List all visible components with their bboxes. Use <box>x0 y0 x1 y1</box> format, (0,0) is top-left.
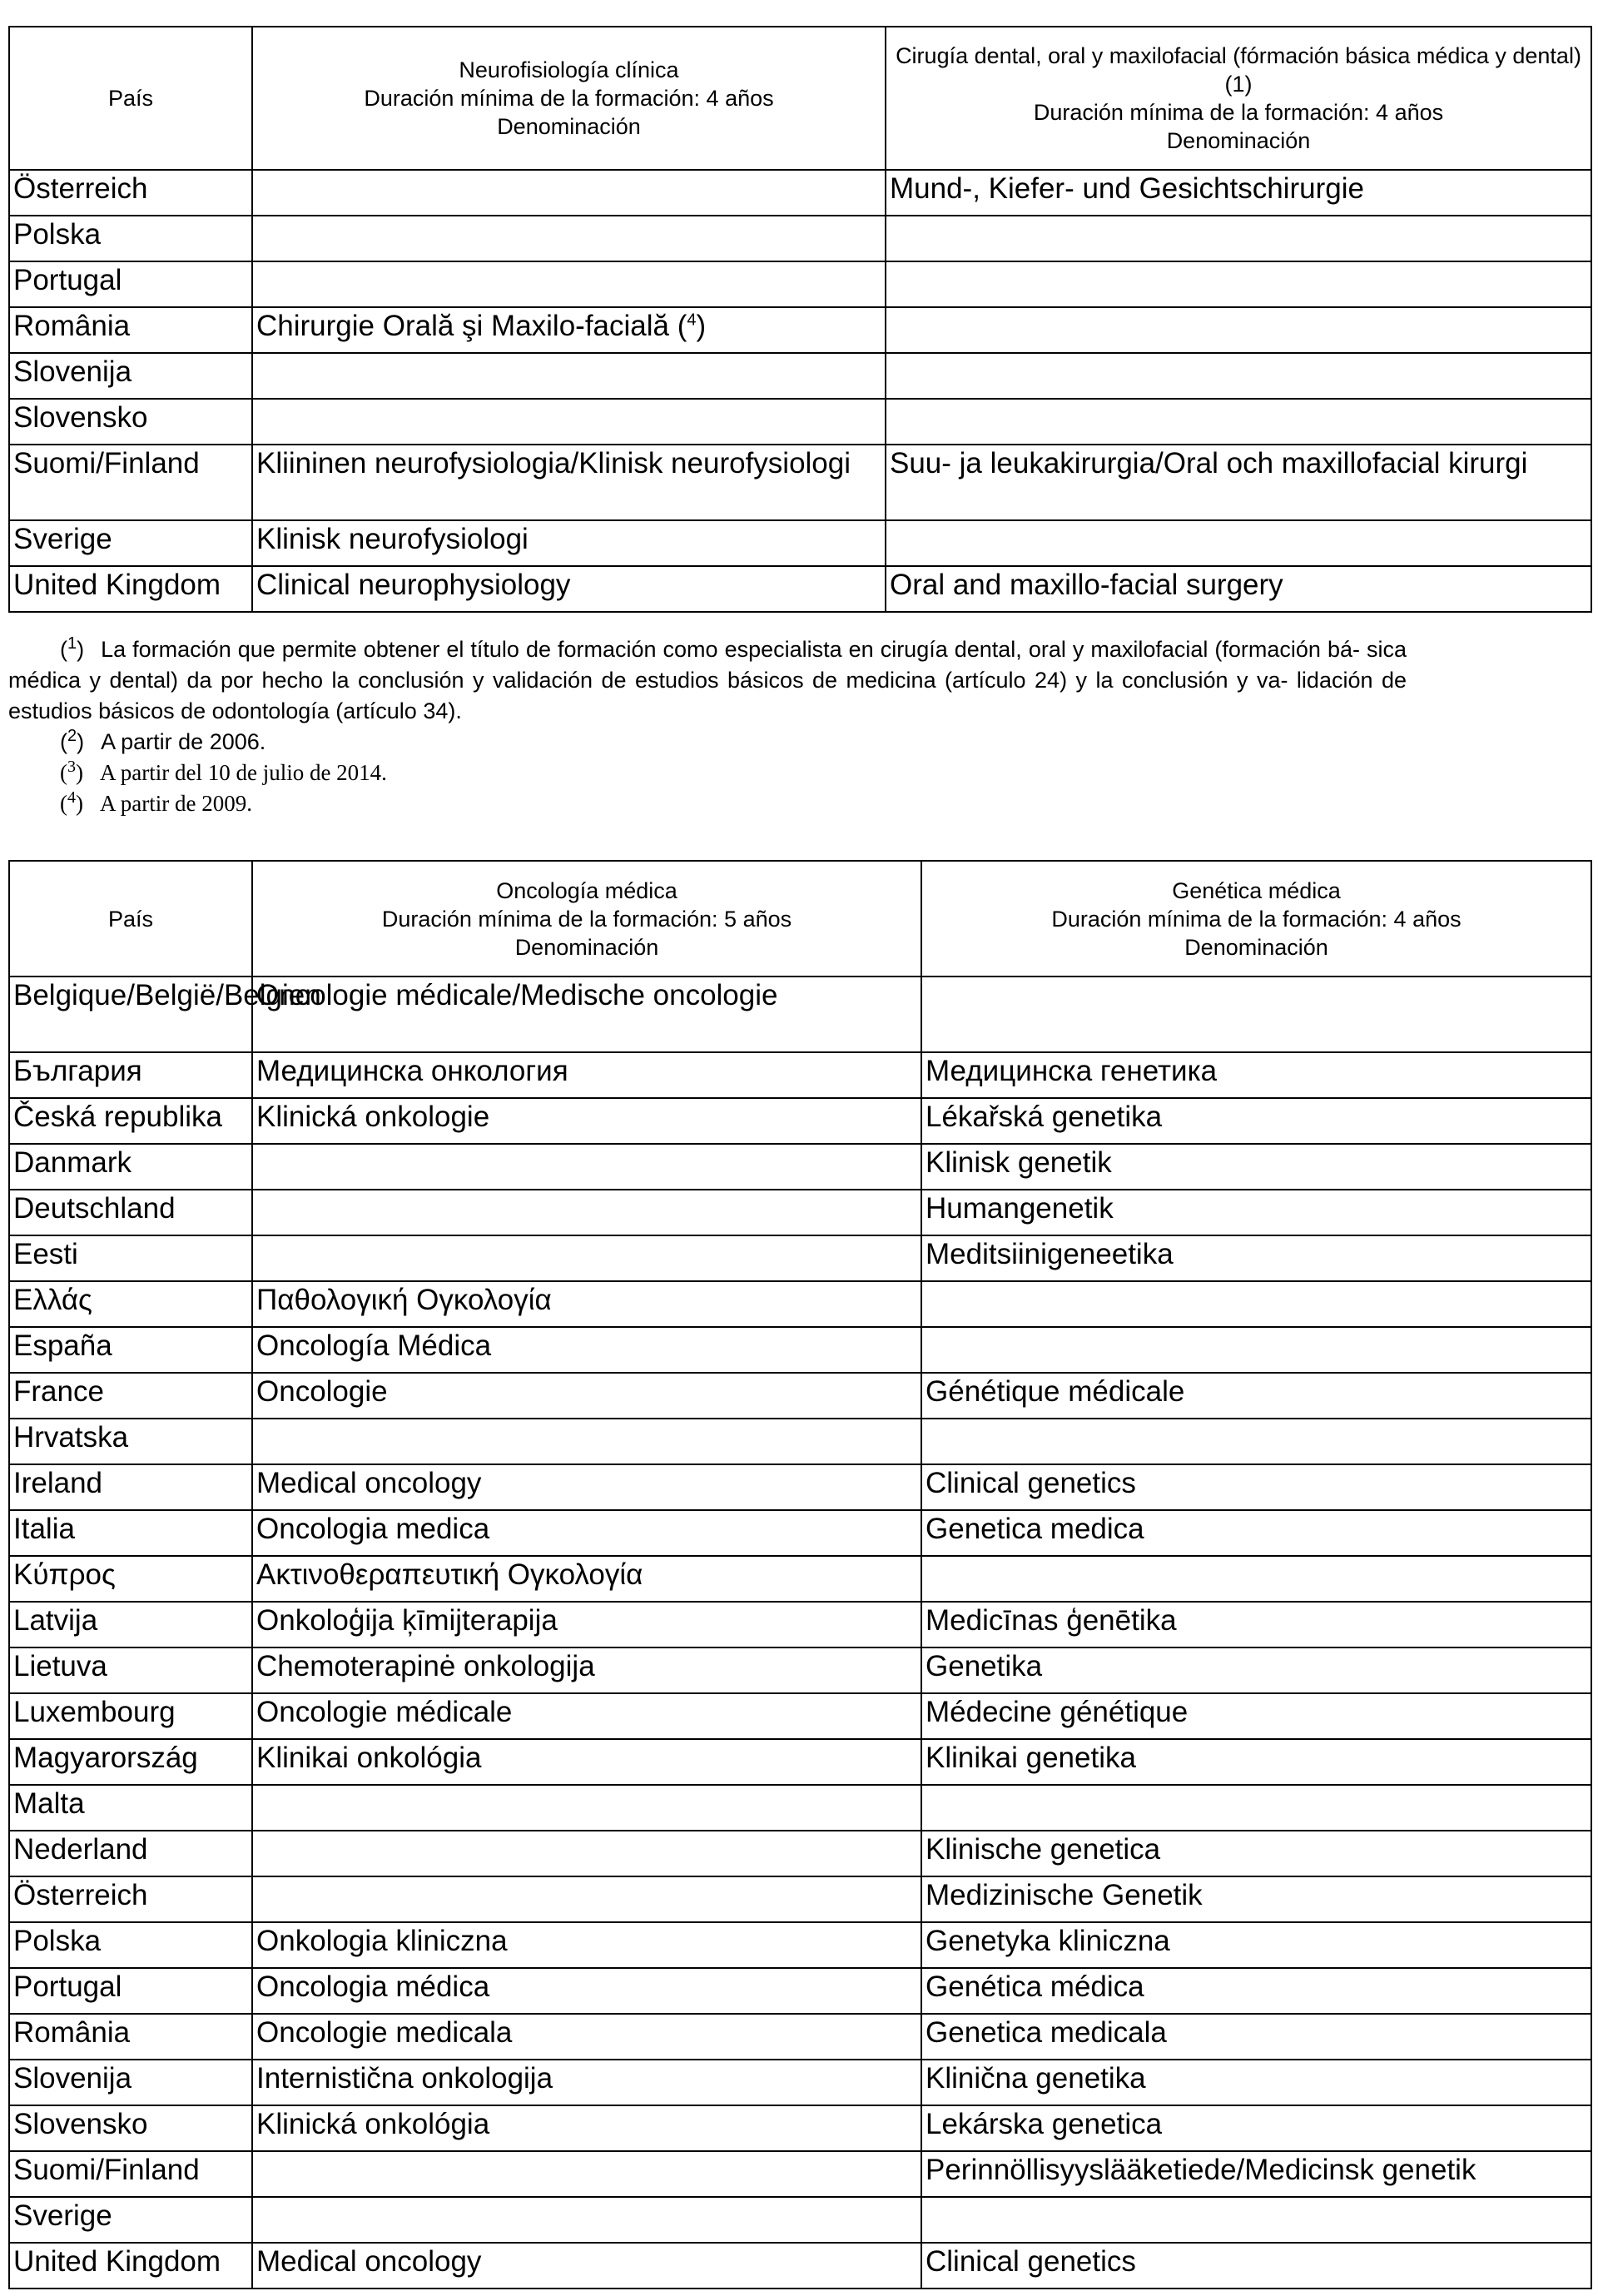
cell-specialty-b: Oral and maxillo-facial surgery <box>886 566 1591 612</box>
table-header <box>9 861 1591 977</box>
cell-specialty-b: Humangenetik <box>921 1190 1591 1235</box>
cell-country: Eesti <box>9 1235 252 1281</box>
cell-country: Österreich <box>9 1876 252 1922</box>
cell-country: Deutschland <box>9 1190 252 1235</box>
cell-specialty-b: Mund-, Kiefer- und Gesichtschirurgie <box>886 170 1591 216</box>
table-row <box>9 2014 1591 2060</box>
cell-specialty-a <box>252 1419 921 1464</box>
cell-specialty-a: Oncologia medica <box>252 1510 921 1556</box>
specialties-table-neurophysiology-oral-surgery <box>8 26 1592 613</box>
footnote-text: A partir de 2009. <box>100 791 252 816</box>
table-row <box>9 1419 1591 1464</box>
cell-country: Κύπρος <box>9 1556 252 1602</box>
cell-specialty-a <box>252 399 886 445</box>
cell-specialty-a: Clinical neurophysiology <box>252 566 886 612</box>
table-row <box>9 1327 1591 1373</box>
cell-specialty-a: Chemoterapinė onkologija <box>252 1647 921 1693</box>
cell-country: Italia <box>9 1510 252 1556</box>
table-body <box>9 977 1591 2289</box>
cell-specialty-a: Medical oncology <box>252 1464 921 1510</box>
cell-country: United Kingdom <box>9 566 252 612</box>
cell-country: România <box>9 307 252 353</box>
footnote-text: A partir del 10 de julio de 2014. <box>100 760 387 785</box>
cell-country: Ireland <box>9 1464 252 1510</box>
header-clinical-neurophysiology: Neurofisiología clínica Duración mínima de la formación: 4 años Denominación <box>252 27 886 170</box>
cell-specialty-a <box>252 1876 921 1922</box>
header-country: País <box>9 27 252 170</box>
cell-specialty-b <box>921 977 1591 1052</box>
cell-country: Ελλάς <box>9 1281 252 1327</box>
cell-specialty-a <box>252 1831 921 1876</box>
footnote-marker: ($^2$) <box>60 727 85 754</box>
cell-specialty-b: Clinical genetics <box>921 1464 1591 1510</box>
cell-country: Danmark <box>9 1144 252 1190</box>
cell-specialty-a <box>252 1190 921 1235</box>
table-row <box>9 2060 1591 2105</box>
table-row <box>9 1190 1591 1235</box>
cell-specialty-b: Medicīnas ģenētika <box>921 1602 1591 1647</box>
cell-specialty-a <box>252 1235 921 1281</box>
table-row <box>9 1510 1591 1556</box>
cell-specialty-a: Oncologie médicale/Medische oncologie <box>252 977 921 1052</box>
cell-specialty-b: Lekárska genetica <box>921 2105 1591 2151</box>
cell-specialty-a: Internistična onkologija <box>252 2060 921 2105</box>
cell-specialty-a <box>252 216 886 261</box>
cell-country: Polska <box>9 216 252 261</box>
cell-specialty-a: Oncologia médica <box>252 1968 921 2014</box>
cell-specialty-b: Genetyka kliniczna <box>921 1922 1591 1968</box>
cell-specialty-b: Genetica medicala <box>921 2014 1591 2060</box>
footnote-text: La formación que permite obtener el título de formación como especialista en cirugía dental, oral y maxilofacial (formación bá- sica médica y dental) da por hecho la conclusión y validación de estudios básicos de medicina (artículo 24) y la conclusión y va- lidación de estudios básicos de odontología (artículo 34). <box>8 637 1407 723</box>
cell-specialty-b: Klinisk genetik <box>921 1144 1591 1190</box>
table-row <box>9 520 1591 566</box>
cell-specialty-b <box>886 216 1591 261</box>
footnote-marker: ($^3$) <box>60 758 83 785</box>
cell-specialty-b <box>886 520 1591 566</box>
table-row <box>9 261 1591 307</box>
table-row <box>9 445 1591 520</box>
cell-specialty-b: Lékařská genetika <box>921 1098 1591 1144</box>
cell-specialty-a <box>252 1144 921 1190</box>
cell-specialty-a: Klinická onkológia <box>252 2105 921 2151</box>
table-row <box>9 307 1591 353</box>
table-row <box>9 1831 1591 1876</box>
cell-specialty-b: Медицинска генетика <box>921 1052 1591 1098</box>
cell-specialty-b: Genética médica <box>921 1968 1591 2014</box>
table-row <box>9 2197 1591 2243</box>
table-row <box>9 2243 1591 2289</box>
cell-specialty-a: Медицинска онкология <box>252 1052 921 1098</box>
table-row <box>9 1602 1591 1647</box>
cell-specialty-b <box>921 1281 1591 1327</box>
cell-specialty-b <box>886 399 1591 445</box>
table-row <box>9 1922 1591 1968</box>
cell-country: Luxembourg <box>9 1693 252 1739</box>
cell-specialty-b: Genetika <box>921 1647 1591 1693</box>
cell-specialty-a: Kliininen neurofysiologia/Klinisk neurofysiologi <box>252 445 886 520</box>
cell-specialty-a: Onkologia kliniczna <box>252 1922 921 1968</box>
cell-specialty-a <box>252 261 886 307</box>
cell-country: España <box>9 1327 252 1373</box>
table-row <box>9 1693 1591 1739</box>
cell-country: Sverige <box>9 2197 252 2243</box>
cell-country: France <box>9 1373 252 1419</box>
table-row <box>9 2151 1591 2197</box>
specialties-table-oncology-genetics <box>8 860 1592 2289</box>
cell-country: Magyarország <box>9 1739 252 1785</box>
cell-country: Suomi/Finland <box>9 445 252 520</box>
cell-specialty-b: Suu- ja leukakirurgia/Oral och maxillofacial kirurgi <box>886 445 1591 520</box>
table-row <box>9 566 1591 612</box>
table-row <box>9 1968 1591 2014</box>
cell-specialty-a: Ακτινοθεραπευτική Ογκολογία <box>252 1556 921 1602</box>
footnote-2 <box>8 727 1407 758</box>
table-row <box>9 399 1591 445</box>
cell-country: Portugal <box>9 1968 252 2014</box>
cell-specialty-a: Medical oncology <box>252 2243 921 2289</box>
footnote-1 <box>8 634 1407 727</box>
cell-specialty-a: Παθολογική Ογκολογία <box>252 1281 921 1327</box>
cell-specialty-a: Chirurgie Orală şi Maxilo-facială ($^4$) <box>252 307 886 353</box>
cell-specialty-a <box>252 353 886 399</box>
cell-specialty-a <box>252 2151 921 2197</box>
footnote-4 <box>8 788 1407 819</box>
table-row <box>9 1281 1591 1327</box>
table-row <box>9 2105 1591 2151</box>
cell-specialty-a: Oncologie <box>252 1373 921 1419</box>
cell-specialty-b <box>921 1327 1591 1373</box>
table-row <box>9 1739 1591 1785</box>
table-row <box>9 1235 1591 1281</box>
cell-specialty-b <box>886 307 1591 353</box>
table-row <box>9 1373 1591 1419</box>
cell-country: Slovenija <box>9 2060 252 2105</box>
cell-country: Portugal <box>9 261 252 307</box>
cell-country: Polska <box>9 1922 252 1968</box>
cell-specialty-b <box>886 353 1591 399</box>
table-body <box>9 170 1591 612</box>
cell-specialty-b: Génétique médicale <box>921 1373 1591 1419</box>
footnote-marker: ($^1$) <box>60 634 85 662</box>
table-row <box>9 1647 1591 1693</box>
cell-specialty-b: Medizinische Genetik <box>921 1876 1591 1922</box>
table-row <box>9 216 1591 261</box>
header-dental-oral-maxillofacial-surgery: Cirugía dental, oral y maxilofacial (fórmación básica médica y dental) (1) Duración mínima de la formación: 4 años Denominación <box>886 27 1591 170</box>
table-row <box>9 1556 1591 1602</box>
cell-specialty-a: Onkoloģija ķīmijterapija <box>252 1602 921 1647</box>
cell-specialty-b: Klinische genetica <box>921 1831 1591 1876</box>
cell-country: Belgique/België/Belgien <box>9 977 252 1052</box>
cell-specialty-a: Oncologie médicale <box>252 1693 921 1739</box>
cell-specialty-b: Klinična genetika <box>921 2060 1591 2105</box>
cell-specialty-b <box>921 2197 1591 2243</box>
cell-specialty-a: Klinisk neurofysiologi <box>252 520 886 566</box>
footnotes <box>8 634 1407 819</box>
footnote-marker: ($^4$) <box>60 788 83 816</box>
cell-specialty-b: Genetica medica <box>921 1510 1591 1556</box>
footnote-text: A partir de 2006. <box>101 729 266 754</box>
cell-country: România <box>9 2014 252 2060</box>
table-row <box>9 1876 1591 1922</box>
footnote-3 <box>8 758 1407 788</box>
cell-country: Latvija <box>9 1602 252 1647</box>
cell-country: България <box>9 1052 252 1098</box>
cell-country: Slovenija <box>9 353 252 399</box>
cell-specialty-a: Klinická onkologie <box>252 1098 921 1144</box>
cell-country: Slovensko <box>9 2105 252 2151</box>
cell-country: Česká republika <box>9 1098 252 1144</box>
table-row <box>9 977 1591 1052</box>
cell-country: Slovensko <box>9 399 252 445</box>
cell-country: Sverige <box>9 520 252 566</box>
cell-specialty-a: Oncologie medicala <box>252 2014 921 2060</box>
cell-specialty-b <box>921 1785 1591 1831</box>
cell-specialty-a <box>252 1785 921 1831</box>
cell-specialty-a: Oncología Médica <box>252 1327 921 1373</box>
cell-country: Lietuva <box>9 1647 252 1693</box>
cell-country: Nederland <box>9 1831 252 1876</box>
cell-specialty-a <box>252 2197 921 2243</box>
table-header <box>9 27 1591 170</box>
cell-country: Suomi/Finland <box>9 2151 252 2197</box>
cell-country: United Kingdom <box>9 2243 252 2289</box>
cell-specialty-b: Meditsiinigeneetika <box>921 1235 1591 1281</box>
cell-country: Österreich <box>9 170 252 216</box>
cell-country: Hrvatska <box>9 1419 252 1464</box>
table-row <box>9 170 1591 216</box>
cell-specialty-b <box>921 1556 1591 1602</box>
cell-specialty-a: Klinikai onkológia <box>252 1739 921 1785</box>
cell-specialty-b: Médecine génétique <box>921 1693 1591 1739</box>
header-medical-oncology: Oncología médica Duración mínima de la formación: 5 años Denominación <box>252 861 921 977</box>
cell-specialty-b: Clinical genetics <box>921 2243 1591 2289</box>
table-row <box>9 1052 1591 1098</box>
header-country: País <box>9 861 252 977</box>
table-row <box>9 1144 1591 1190</box>
table-row <box>9 1785 1591 1831</box>
cell-specialty-b <box>886 261 1591 307</box>
table-row <box>9 353 1591 399</box>
cell-country: Malta <box>9 1785 252 1831</box>
header-medical-genetics: Genética médica Duración mínima de la formación: 4 años Denominación <box>921 861 1591 977</box>
cell-specialty-b <box>921 1419 1591 1464</box>
table-row <box>9 1098 1591 1144</box>
table-row <box>9 1464 1591 1510</box>
cell-specialty-a <box>252 170 886 216</box>
cell-specialty-b: Perinnöllisyyslääketiede/Medicinsk genetik <box>921 2151 1591 2197</box>
cell-specialty-b: Klinikai genetika <box>921 1739 1591 1785</box>
